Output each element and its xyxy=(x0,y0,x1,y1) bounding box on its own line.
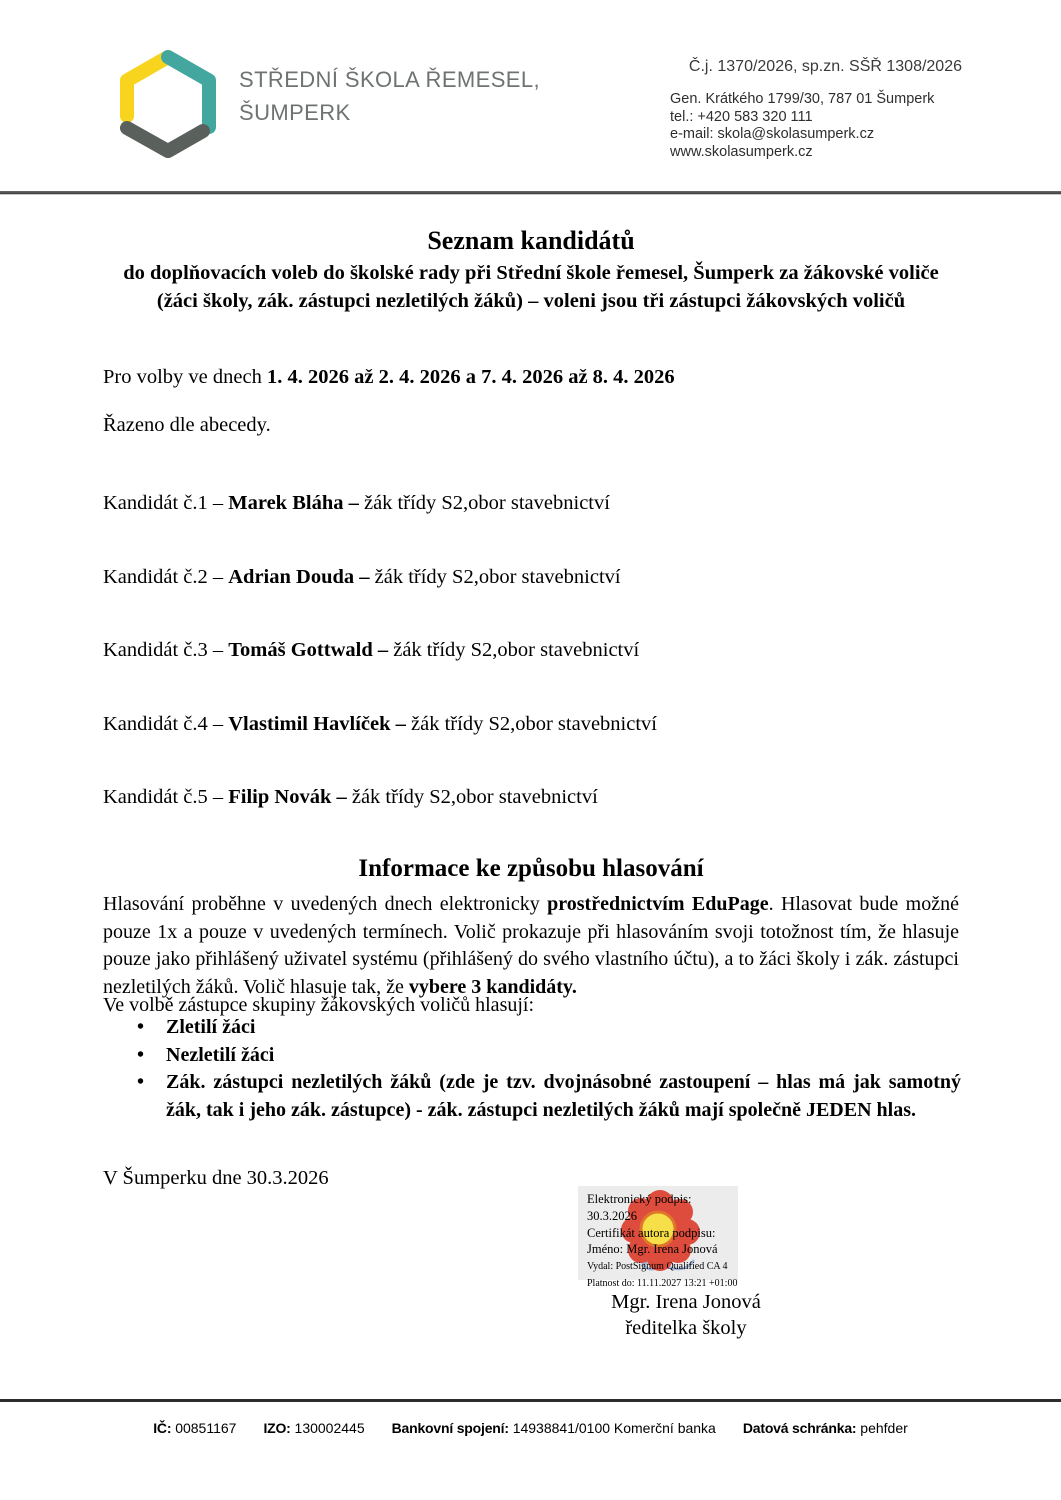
candidate-row xyxy=(103,566,621,589)
school-name-line2: ŠUMPERK xyxy=(239,100,351,125)
footer-bank-value: 14938841/0100 Komerční banka xyxy=(512,1420,716,1436)
footer-bank-label: Bankovní spojení: xyxy=(391,1420,509,1436)
page-subtitle-line2: (žáci školy, zák. zástupci nezletilých žáků) – voleni jsou tři zástupci žákovských voličů xyxy=(156,290,906,312)
stamp-line: Platnost do: 11.11.2027 13:21 +01:00 xyxy=(587,1278,738,1290)
page-subtitle-line1: do doplňovacích voleb do školské rady při Střední škole řemesel, Šumperk za žákovské voliče xyxy=(123,262,939,284)
contact-website: www.skolasumperk.cz xyxy=(670,143,813,160)
footer-izo xyxy=(263,1420,364,1436)
candidate-desc: žák třídy S2,obor stavebnictví xyxy=(358,492,610,514)
contact-email: e-mail: skola@skolasumperk.cz xyxy=(670,126,875,142)
sorted-note: Řazeno dle abecedy. xyxy=(103,414,271,436)
contact-address: Gen. Krátkého 1799/30, 787 01 Šumperk xyxy=(670,91,935,107)
reference-number: Č.j. 1370/2026, sp.zn. SŠŘ 1308/2026 xyxy=(688,58,962,75)
footer-ic-label: IČ: xyxy=(153,1420,172,1436)
bullet-icon: • xyxy=(137,1071,145,1093)
page-title: Seznam kandidátů xyxy=(427,226,635,255)
footer-ic xyxy=(153,1420,236,1436)
candidate-prefix: Kandidát č.1 – xyxy=(103,492,229,514)
info-text: Hlasování proběhne v uvedených dnech elektronicky xyxy=(103,893,548,915)
stamp-line: Jméno: Mgr. Irena Jonová xyxy=(587,1242,718,1257)
footer-ic-value: 00851167 xyxy=(175,1420,237,1436)
candidate-name: Vlastimil Havlíček – xyxy=(228,713,406,735)
candidate-row xyxy=(103,492,610,515)
list-item-text: Zák. zástupci nezletilých žáků (zde je tzv. dvojnásobné zastoupení – hlas má jak samotný žák, tak i jeho zák. zástupce) - zák. zástupci nezletilých žáků mají společně JEDEN hlas. xyxy=(166,1071,961,1121)
header-divider xyxy=(0,191,1061,195)
candidate-row xyxy=(103,786,598,809)
signer-name: Mgr. Irena Jonová xyxy=(611,1291,761,1313)
footer-izo-value: 130002445 xyxy=(294,1420,365,1436)
candidate-prefix: Kandidát č.3 – xyxy=(103,639,229,661)
election-dates-intro: Pro volby ve dnech xyxy=(103,366,267,388)
bullet-icon: • xyxy=(137,1016,145,1038)
candidate-name: Marek Bláha – xyxy=(228,492,359,514)
list-item-text: Nezletilí žáci xyxy=(166,1043,275,1066)
contact-block xyxy=(670,91,934,161)
candidate-prefix: Kandidát č.2 – xyxy=(103,566,229,588)
footer-divider xyxy=(0,1399,1061,1402)
info-text-bold-choose3: vybere 3 kandidáty. xyxy=(408,975,577,998)
election-dates-value: 1. 4. 2026 až 2. 4. 2026 a 7. 4. 2026 až 8. 4. 2026 xyxy=(266,366,675,388)
stamp-text xyxy=(578,1186,738,1292)
school-name-line1: STŘEDNÍ ŠKOLA ŘEMESEL, xyxy=(239,67,540,92)
bullet-icon: • xyxy=(137,1043,145,1066)
footer-bank xyxy=(392,1420,716,1436)
candidate-name: Adrian Douda – xyxy=(228,566,370,588)
candidate-row xyxy=(103,639,639,662)
info-paragraph xyxy=(103,891,959,1001)
list-item-text: Zletilí žáci xyxy=(166,1016,256,1038)
footer-izo-label: IZO: xyxy=(263,1420,291,1436)
stamp-line: Certifikát autora podpisu: xyxy=(587,1225,716,1240)
list-item xyxy=(137,1014,961,1042)
info-text: . Hlasovat bude možné pouze 1x a pouze v uvedených termínech. Volič prokazuje při hlasováním svoji totožnost tím, že hlasuje pouze jako přihlášený uživatel systému (přihlášený do svého vlastního účtu), a to žáci školy i zák. zástupci nezletilých žáků. Volič hlasuje tak, že xyxy=(103,893,959,998)
info-text-bold-edupage: prostřednictvím EduPage xyxy=(547,893,769,915)
candidate-row xyxy=(103,713,657,736)
candidate-name: Filip Novák – xyxy=(228,786,347,808)
list-item xyxy=(137,1042,961,1070)
election-dates-line xyxy=(103,366,675,389)
signer-role: ředitelka školy xyxy=(625,1317,747,1339)
list-item xyxy=(137,1069,961,1124)
signature-block xyxy=(558,1289,814,1341)
school-name xyxy=(239,63,540,129)
stamp-line: Vydal: PostSignum Qualified CA 4 xyxy=(587,1261,728,1273)
footer-databox-value: pehfder xyxy=(860,1420,908,1436)
info-voters-line: Ve volbě zástupce skupiny žákovských voličů hlasují: xyxy=(103,994,535,1016)
electronic-signature-stamp xyxy=(578,1186,738,1290)
stamp-line: Elektronický podpis: 30.3.2026 xyxy=(587,1192,692,1223)
title-block xyxy=(103,226,959,315)
footer-databox-label: Datová schránka: xyxy=(742,1420,857,1436)
footer xyxy=(0,1420,1061,1436)
voter-groups-list xyxy=(137,1014,961,1124)
candidate-name: Tomáš Gottwald – xyxy=(228,639,389,661)
footer-databox xyxy=(743,1420,908,1436)
candidate-desc: žák třídy S2,obor stavebnictví xyxy=(346,786,598,808)
candidate-desc: žák třídy S2,obor stavebnictví xyxy=(369,566,621,588)
school-logo-icon xyxy=(106,46,230,168)
candidate-prefix: Kandidát č.5 – xyxy=(103,786,229,808)
candidate-desc: žák třídy S2,obor stavebnictví xyxy=(388,639,640,661)
candidate-desc: žák třídy S2,obor stavebnictví xyxy=(405,713,657,735)
place-date-line: V Šumperku dne 30.3.2026 xyxy=(103,1167,329,1189)
info-heading: Informace ke způsobu hlasování xyxy=(358,855,704,882)
candidate-prefix: Kandidát č.4 – xyxy=(103,713,229,735)
contact-phone: tel.: +420 583 320 111 xyxy=(670,108,813,125)
